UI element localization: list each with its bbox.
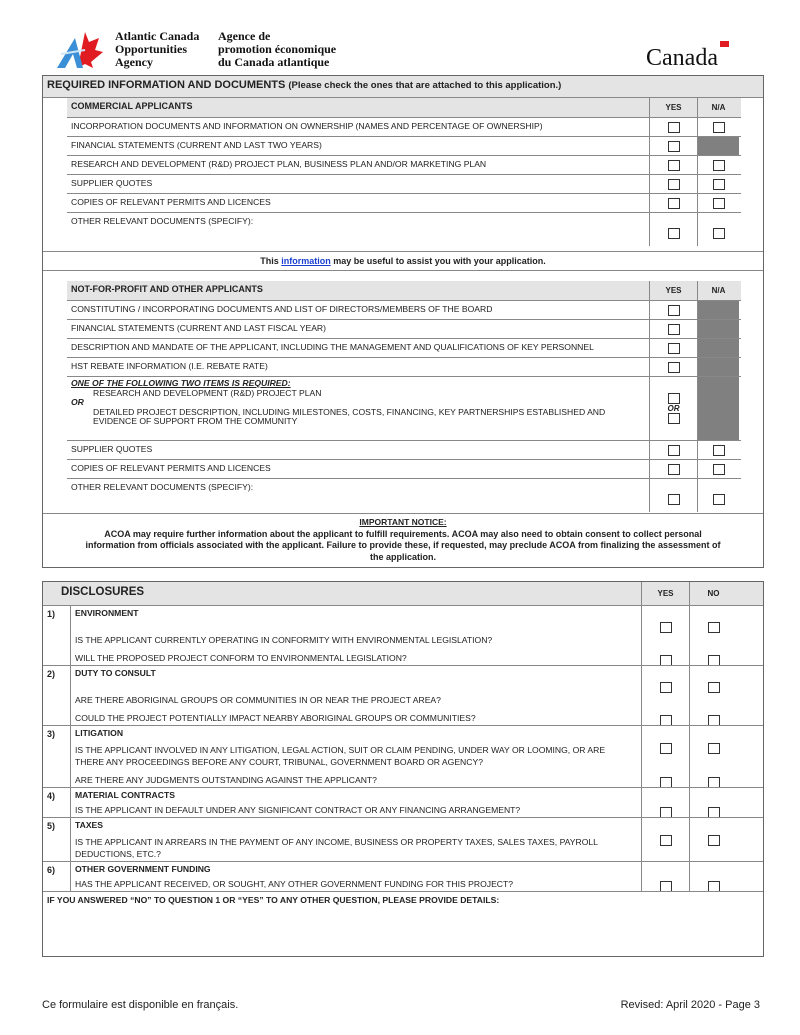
item-label: FINANCIAL STATEMENTS (CURRENT AND LAST FISCAL YEAR): [71, 323, 326, 333]
yes-checkbox[interactable]: [668, 122, 680, 133]
yes-checkbox[interactable]: [668, 464, 680, 475]
agency-name-fr-3: du Canada atlantique: [218, 55, 330, 69]
item-second-cell: [697, 460, 739, 478]
choice-or: OR: [71, 397, 84, 407]
item-second-cell: [697, 479, 739, 512]
yes-checkbox[interactable]: [660, 835, 672, 846]
disclosures-header-row: [43, 582, 763, 605]
agency-name-en-2: Opportunities: [115, 42, 188, 56]
checklist-row: [67, 357, 741, 376]
yes-column-header: YES: [657, 589, 674, 598]
no-cell: [689, 708, 737, 726]
disclosure-group: [43, 725, 763, 787]
na-checkbox[interactable]: [713, 160, 725, 171]
section-heading: NOT-FOR-PROFIT AND OTHER APPLICANTS: [71, 284, 263, 294]
question-text: WILL THE PROPOSED PROJECT CONFORM TO ENVIRONMENTAL LEGISLATION?: [75, 653, 407, 663]
item-second-cell: [697, 301, 739, 319]
yes-checkbox[interactable]: [668, 179, 680, 190]
item-yes-cell: [649, 213, 697, 246]
item-second-cell: [697, 339, 739, 357]
header-yes-cell: [649, 98, 697, 117]
checklist-row: [67, 193, 741, 212]
item-label: OTHER RELEVANT DOCUMENTS (SPECIFY):: [71, 482, 254, 492]
na-checkbox[interactable]: [713, 198, 725, 209]
item-second-cell: [697, 320, 739, 338]
item-second-cell: [697, 358, 739, 376]
or-label: OR: [667, 404, 680, 413]
disclosure-group: [43, 817, 763, 861]
item-yes-cell: [649, 156, 697, 174]
disclosure-body: [71, 666, 763, 725]
yes-checkbox[interactable]: [668, 160, 680, 171]
yes-checkbox[interactable]: [660, 622, 672, 633]
disclosure-group: [43, 787, 763, 817]
item-yes-cell: [649, 194, 697, 212]
item-label: SUPPLIER QUOTES: [71, 444, 153, 454]
item-yes-cell: [649, 301, 697, 319]
choice-option-1: RESEARCH AND DEVELOPMENT (R&D) PROJECT PLAN: [93, 387, 322, 398]
yes-cell: [641, 708, 689, 726]
commercial-table: [67, 98, 741, 251]
na-checkbox[interactable]: [713, 122, 725, 133]
disclosure-group: [43, 605, 763, 665]
disclosure-body: [71, 606, 763, 665]
details-label: IF YOU ANSWERED “NO” TO QUESTION 1 OR “YES” TO ANY OTHER QUESTION, PLEASE PROVIDE DETAILS:: [47, 895, 500, 905]
no-cell: [689, 648, 737, 666]
question-text: ARE THERE ANY JUDGMENTS OUTSTANDING AGAINST THE APPLICANT?: [75, 775, 377, 785]
question-number: 5): [43, 818, 71, 861]
yes-cell: [641, 606, 689, 648]
question-text: IS THE APPLICANT IN DEFAULT UNDER ANY SIGNIFICANT CONTRACT OR ANY FINANCING ARRANGEMENT?: [75, 805, 521, 815]
option-2-checkbox[interactable]: [668, 413, 680, 424]
section-header-row: [67, 98, 741, 117]
information-link[interactable]: information: [281, 256, 331, 266]
no-cell: [689, 788, 737, 818]
no-cell: [689, 818, 737, 862]
nonprofit-table: [67, 281, 741, 513]
yes-cell: [641, 726, 689, 770]
no-column-header: NO: [707, 589, 720, 598]
disclosure-question-row: [71, 830, 763, 862]
section-heading: COMMERCIAL APPLICANTS: [71, 101, 193, 111]
disclosures-header-second-cell: [689, 582, 737, 605]
info-text-after: may be useful to assist you with your application.: [330, 256, 546, 266]
agency-name-fr-2: promotion économique: [218, 42, 337, 56]
item-second-cell: [697, 156, 739, 174]
no-cell: [689, 726, 737, 770]
question-number: 1): [43, 606, 71, 665]
question-text: HAS THE APPLICANT RECEIVED, OR SOUGHT, ANY OTHER GOVERNMENT FUNDING FOR THIS PROJECT?: [75, 879, 514, 889]
checklist-row: [67, 440, 741, 459]
yes-checkbox[interactable]: [668, 324, 680, 335]
na-checkbox[interactable]: [713, 179, 725, 190]
choice-heading: ONE OF THE FOLLOWING TWO ITEMS IS REQUIRED:: [71, 378, 291, 388]
disclosure-body: [71, 818, 763, 861]
item-label: DESCRIPTION AND MANDATE OF THE APPLICANT, INCLUDING THE MANAGEMENT AND QUALIFICATIONS OF KEY PERSONNEL: [71, 342, 594, 352]
disclosure-question-row: [71, 678, 763, 708]
checklist-row: [67, 117, 741, 136]
na-checkbox[interactable]: [713, 464, 725, 475]
yes-checkbox[interactable]: [660, 682, 672, 693]
item-label: COPIES OF RELEVANT PERMITS AND LICENCES: [71, 197, 271, 207]
item-yes-cell: [649, 441, 697, 459]
yes-checkbox[interactable]: [660, 743, 672, 754]
disclosures-header-yes-cell: [641, 582, 689, 605]
no-checkbox[interactable]: [708, 622, 720, 633]
question-number: 2): [43, 666, 71, 725]
disclosure-question-row: [71, 648, 763, 666]
item-label: SUPPLIER QUOTES: [71, 178, 153, 188]
disclosure-body: [71, 862, 763, 891]
required-title: REQUIRED INFORMATION AND DOCUMENTS: [47, 79, 286, 91]
yes-checkbox[interactable]: [668, 305, 680, 316]
disclosure-group: [43, 665, 763, 725]
na-column-header: N/A: [711, 286, 726, 295]
agency-name-en-1: Atlantic Canada: [115, 29, 200, 43]
checklist-row: [67, 155, 741, 174]
required-subtitle: (Please check the ones that are attached to this application.): [288, 80, 562, 91]
yes-checkbox[interactable]: [668, 445, 680, 456]
yes-checkbox[interactable]: [668, 228, 680, 239]
no-checkbox[interactable]: [708, 835, 720, 846]
yes-cell: [641, 818, 689, 862]
no-cell: [689, 606, 737, 648]
item-second-cell: [697, 137, 739, 155]
na-checkbox[interactable]: [713, 445, 725, 456]
disclosure-question-row: [71, 874, 763, 892]
checklist-row: [67, 338, 741, 357]
disclosure-heading: LITIGATION: [75, 728, 124, 738]
item-yes-cell: [649, 320, 697, 338]
disclosure-question-row: [71, 618, 763, 648]
no-checkbox[interactable]: [708, 682, 720, 693]
item-second-cell: [697, 118, 739, 136]
disclosure-group: [43, 861, 763, 891]
no-cell: [689, 770, 737, 788]
disclosure-heading: MATERIAL CONTRACTS: [75, 790, 175, 800]
disclosure-heading: OTHER GOVERNMENT FUNDING: [75, 864, 211, 874]
canada-flag-icon: [720, 41, 729, 47]
canada-wordmark: Canada: [646, 45, 718, 71]
agency-name-en-3: Agency: [115, 55, 153, 69]
yes-cell: [641, 862, 689, 892]
yes-checkbox[interactable]: [668, 141, 680, 152]
item-yes-cell: [649, 358, 697, 376]
agency-name-fr-1: Agence de: [218, 29, 271, 43]
checklist-row: [67, 300, 741, 319]
acoa-logo: [55, 30, 105, 70]
yes-checkbox[interactable]: [668, 362, 680, 373]
yes-column-header: YES: [665, 103, 682, 112]
item-label: COPIES OF RELEVANT PERMITS AND LICENCES: [71, 463, 271, 473]
question-text: IS THE APPLICANT IN ARREARS IN THE PAYMENT OF ANY INCOME, BUSINESS OR PROPERTY TAXES, SALES TAXES, PAYROLL DEDUCTIONS, ETC.?: [75, 837, 598, 859]
item-yes-cell: [649, 137, 697, 155]
checklist-row: [67, 478, 741, 512]
yes-column-header: YES: [665, 286, 682, 295]
yes-checkbox[interactable]: [668, 343, 680, 354]
no-checkbox[interactable]: [708, 743, 720, 754]
item-yes-cell: [649, 339, 697, 357]
disclosure-heading: DUTY TO CONSULT: [75, 668, 156, 678]
disclosure-body: [71, 726, 763, 787]
item-second-cell: [697, 194, 739, 212]
disclosure-question-row: [71, 800, 763, 818]
question-text: IS THE APPLICANT INVOLVED IN ANY LITIGATION, LEGAL ACTION, SUIT OR CLAIM PENDING, UNDER WAY OR LOOMING, OR ARE THERE ANY PROCEEDINGS BEFORE ANY COURT, TRIBUNAL, GOVERNMENT BOARD OR AGENCY?: [75, 745, 606, 767]
yes-checkbox[interactable]: [668, 494, 680, 505]
important-notice: [43, 513, 763, 568]
section-header-row: [67, 281, 741, 300]
question-number: 4): [43, 788, 71, 817]
checklist-row: [67, 174, 741, 193]
yes-cell: [641, 788, 689, 818]
item-label: INCORPORATION DOCUMENTS AND INFORMATION ON OWNERSHIP (NAMES AND PERCENTAGE OF OWNERSHIP): [71, 121, 543, 131]
question-text: ARE THERE ABORIGINAL GROUPS OR COMMUNITIES IN OR NEAR THE PROJECT AREA?: [75, 695, 441, 705]
na-checkbox[interactable]: [713, 228, 725, 239]
disclosures-title: DISCLOSURES: [61, 586, 145, 598]
checklist-row: [67, 459, 741, 478]
info-line: [43, 251, 763, 271]
yes-cell: [641, 770, 689, 788]
question-number: 3): [43, 726, 71, 787]
question-text: IS THE APPLICANT CURRENTLY OPERATING IN CONFORMITY WITH ENVIRONMENTAL LEGISLATION?: [75, 635, 493, 645]
item-label: HST REBATE INFORMATION (I.E. REBATE RATE): [71, 361, 268, 371]
item-yes-cell: [649, 479, 697, 512]
info-text-before: This: [260, 256, 282, 266]
no-cell: [689, 862, 737, 892]
notice-text: ACOA may require further information about the applicant to fulfill requirements. ACOA may also need to obtain consent to collect personal information from officials associated with the applicant. Failure to provide these, if requested, may preclude ACOA from finalizing the assessment of the application.: [85, 528, 721, 562]
choice-row: [67, 376, 741, 440]
option-1-checkbox[interactable]: [668, 393, 680, 404]
checklist-row: [67, 136, 741, 155]
checklist-row: [67, 319, 741, 338]
item-yes-cell: [649, 175, 697, 193]
checklist-row: [67, 212, 741, 246]
header-yes-cell: [649, 281, 697, 300]
disclosure-question-row: [71, 708, 763, 726]
notice-title: IMPORTANT NOTICE:: [359, 517, 447, 527]
disclosure-heading: ENVIRONMENT: [75, 608, 139, 618]
header-second-cell: [697, 281, 739, 300]
disclosure-body: [71, 788, 763, 817]
item-yes-cell: [649, 118, 697, 136]
item-second-cell: [697, 175, 739, 193]
question-text: COULD THE PROJECT POTENTIALLY IMPACT NEARBY ABORIGINAL GROUPS OR COMMUNITIES?: [75, 713, 476, 723]
disclosure-heading: TAXES: [75, 820, 104, 830]
item-label: FINANCIAL STATEMENTS (CURRENT AND LAST TWO YEARS): [71, 140, 322, 150]
header-second-cell: [697, 98, 739, 117]
footer-french-note: Ce formulaire est disponible en français.: [42, 999, 239, 1011]
required-section: [42, 75, 764, 568]
yes-cell: [641, 648, 689, 666]
item-second-cell: [697, 441, 739, 459]
item-second-cell: [697, 213, 739, 246]
item-yes-cell: [649, 460, 697, 478]
na-checkbox[interactable]: [713, 494, 725, 505]
choice-option-2: DETAILED PROJECT DESCRIPTION, INCLUDING MILESTONES, COSTS, FINANCING, KEY PARTNERSHIPS ESTABLISHED AND EVIDENCE OF SUPPORT FROM THE COMMUNITY: [93, 406, 606, 426]
na-column-header: N/A: [711, 103, 726, 112]
item-label: OTHER RELEVANT DOCUMENTS (SPECIFY):: [71, 216, 254, 226]
question-number: 6): [43, 862, 71, 891]
choice-yes-cell: [649, 377, 697, 440]
yes-checkbox[interactable]: [668, 198, 680, 209]
disclosure-question-row: [71, 738, 763, 770]
item-label: RESEARCH AND DEVELOPMENT (R&D) PROJECT PLAN, BUSINESS PLAN AND/OR MARKETING PLAN: [71, 159, 487, 169]
disclosure-question-row: [71, 770, 763, 788]
disclosures-section: [42, 581, 764, 957]
no-cell: [689, 666, 737, 708]
footer-revision: Revised: April 2020 - Page 3: [620, 999, 760, 1011]
choice-text: [67, 377, 645, 440]
item-label: CONSTITUTING / INCORPORATING DOCUMENTS AND LIST OF DIRECTORS/MEMBERS OF THE BOARD: [71, 304, 493, 314]
yes-cell: [641, 666, 689, 708]
details-area[interactable]: [43, 891, 763, 956]
choice-second-cell: [697, 377, 739, 440]
